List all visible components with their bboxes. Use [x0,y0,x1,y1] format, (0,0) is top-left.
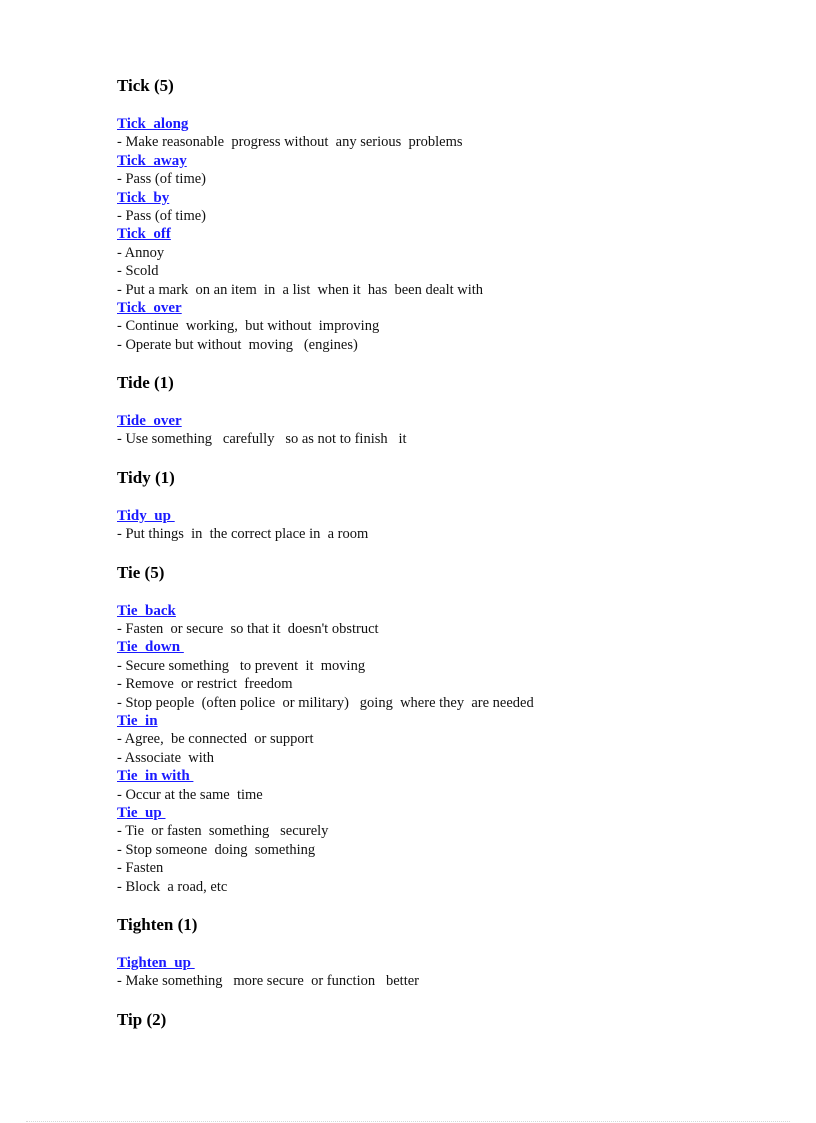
section-heading: Tick (5) [117,76,174,95]
definition-text: - Tie or fasten something securely [117,823,329,840]
definition-text: - Put a mark on an item in a list when it has been dealt with [117,281,484,298]
definition-text: - Block a road, etc [117,878,228,895]
definition-text: - Continue working, but without improving [117,318,380,335]
verb-section [117,373,777,449]
definition-text: - Annoy [117,244,165,261]
verb-section [117,468,777,544]
phrasal-verb-link[interactable]: Tick over [117,299,182,316]
definition-text: - Scold [117,263,159,280]
section-heading: Tie (5) [117,562,165,582]
phrasal-verb-list [117,412,777,449]
phrasal-verb-page [117,76,777,1030]
phrasal-verb-link[interactable]: Tick away [117,152,187,169]
phrasal-verb-list [117,507,777,544]
definition-text: - Operate but without moving (engines) [117,336,358,353]
definition-text: - Make something more secure or function better [117,973,419,990]
phrasal-verb-link[interactable]: Tick off [117,226,171,243]
phrasal-verb-link[interactable]: Tie up [117,804,166,821]
definition-text: - Fasten [117,860,164,877]
phrasal-verb-link[interactable]: Tie back [117,602,176,619]
phrasal-verb-link[interactable]: Tick by [117,189,170,206]
phrasal-verb-link[interactable]: Tie in with [117,768,194,785]
definition-text: - Use something carefully so as not to finish it [117,431,407,448]
phrasal-verb-list [117,602,777,896]
definition-text: - Stop someone doing something [117,841,316,858]
definition-text: - Secure something to prevent it moving [117,657,366,674]
section-heading: Tip (2) [117,1009,167,1029]
phrasal-verb-link[interactable]: Tidy up [117,507,175,524]
definition-text: - Make reasonable progress without any serious problems [117,134,463,151]
page-bottom-divider [26,1121,790,1122]
phrasal-verb-link[interactable]: Tie in [117,712,158,729]
section-heading: Tidy (1) [117,467,175,487]
phrasal-verb-link[interactable]: Tide over [117,413,182,430]
definition-text: - Associate with [117,749,215,766]
verb-section [117,915,777,991]
verb-section [117,1010,777,1030]
verb-section [117,563,777,896]
phrasal-verb-link[interactable]: Tick along [117,116,189,132]
definition-text: - Agree, be connected or support [117,731,314,748]
phrasal-verb-link[interactable]: Tighten up [117,954,195,971]
phrasal-verb-list [117,115,777,354]
definition-text: - Put things in the correct place in a room [117,526,369,543]
definition-text: - Pass (of time) [117,207,206,224]
definition-text: - Occur at the same time [117,786,263,803]
definition-text: - Pass (of time) [117,171,206,188]
section-heading: Tighten (1) [117,914,198,934]
section-heading: Tide (1) [117,373,174,393]
phrasal-verb-link[interactable]: Tie down [117,639,184,656]
definition-text: - Fasten or secure so that it doesn't obstruct [117,621,379,638]
phrasal-verb-list [117,954,777,991]
definition-text: - Remove or restrict freedom [117,676,293,693]
verb-section [117,76,777,354]
definition-text: - Stop people (often police or military) going where they are needed [117,694,534,711]
